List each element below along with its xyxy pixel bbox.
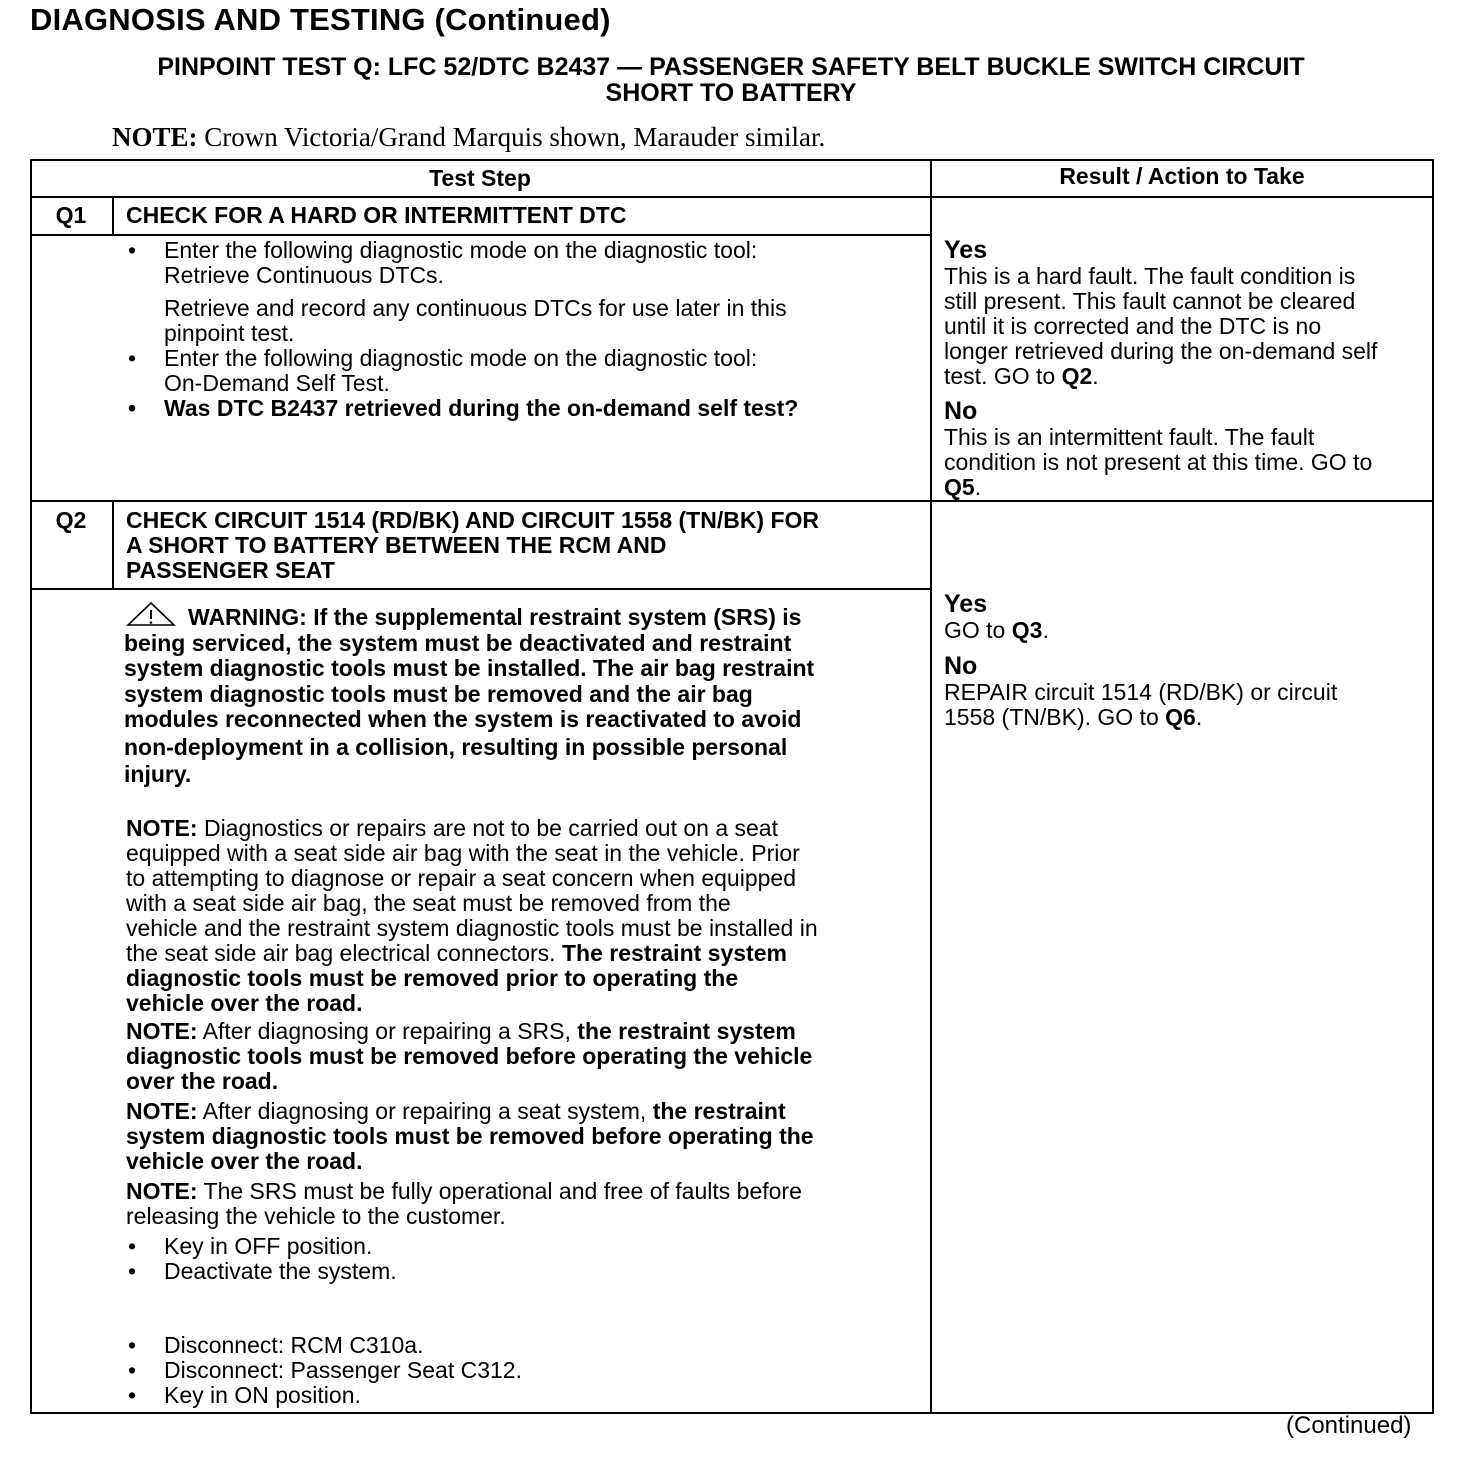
q2-warning-line1 (124, 601, 924, 631)
q2-warning-line3: system diagnostic tools must be installed. The air bag restraint (124, 655, 815, 681)
q2-note1-line8: vehicle over the road. (126, 990, 363, 1016)
pinpoint-title-line2: SHORT TO BATTERY (605, 79, 857, 107)
q1-no-line1: This is an intermittent fault. The fault (944, 424, 1315, 450)
q2-bullet-1: • Key in OFF position. (126, 1234, 926, 1259)
q2-step-title (126, 508, 926, 583)
q1-no-line2: condition is not present at this time. GO to (944, 449, 1373, 475)
q2-note1-label: NOTE: (126, 815, 198, 841)
q2-note1-line5: vehicle and the restraint system diagnostic tools must be installed in (126, 915, 818, 941)
q2-note2-line1-text: After diagnosing or repairing a SRS, (197, 1018, 578, 1044)
q2-note2-line1-bold: the restraint system (577, 1018, 796, 1044)
q1-yes-line5-text: test. GO to (944, 363, 1062, 389)
q2-bullet-4: • Disconnect: Passenger Seat C312. (126, 1358, 926, 1383)
q2-no-line2-text: 1558 (TN/BK). GO to (944, 704, 1166, 730)
q2-steps-b (126, 1333, 926, 1408)
q2-warning-line1-text: WARNING: If the supplemental restraint system (SRS) is (188, 604, 802, 630)
column-divider (930, 159, 932, 1414)
intro-note-text: Crown Victoria/Grand Marquis shown, Marauder similar. (197, 122, 826, 152)
q2-note-1 (126, 816, 926, 1016)
q2-note4-line1 (126, 1179, 926, 1204)
pinpoint-test-title (30, 54, 1432, 106)
q2-note1-line1 (126, 816, 926, 841)
q2-note1-line1-text: Diagnostics or repairs are not to be carried out on a seat (197, 815, 778, 841)
q2-note3-line1-bold: the restraint (652, 1098, 786, 1124)
q1-sub-paragraph (126, 296, 926, 346)
q2-note2-label: NOTE: (126, 1018, 198, 1044)
q1-instructions (126, 238, 926, 421)
q1-yes-line5 (944, 364, 1430, 389)
q1-no-label: No (944, 397, 978, 425)
q1-yes-period: . (1092, 363, 1099, 389)
q2-note1-line4: with a seat side air bag, the seat must be removed from the (126, 890, 731, 916)
q2-no-label: No (944, 652, 978, 680)
q1-q2-separator (30, 500, 1432, 502)
q1-sub-line1: Retrieve and record any continuous DTCs for use later in this (164, 295, 787, 321)
q1-no-period: . (974, 474, 982, 500)
q1-yes-line3: until it is corrected and the DTC is no (944, 313, 1322, 339)
q1-results (944, 236, 1430, 500)
q2-note2-line2: diagnostic tools must be removed before operating the vehicle (126, 1043, 813, 1069)
q2-note3-line1-text: After diagnosing or repairing a seat system, (197, 1098, 653, 1124)
q2-note2-line3: over the road. (126, 1068, 279, 1094)
q2-yes-period: . (1042, 617, 1049, 643)
q1-step-id: Q1 (55, 202, 87, 228)
q2-note-4 (126, 1179, 926, 1229)
q1-b2-line2: On-Demand Self Test. (164, 370, 390, 396)
q2-title-rule-bottom (30, 588, 930, 590)
q1-bullet-3: • Was DTC B2437 retrieved during the on-demand self test? (126, 396, 926, 421)
q1-no-goto: Q5 (944, 474, 975, 500)
q2-warning-line2: being serviced, the system must be deactivated and restraint (124, 629, 792, 656)
q2-results (944, 590, 1430, 730)
q1-step-title: CHECK FOR A HARD OR INTERMITTENT DTC (126, 202, 627, 228)
q2-warning-line7: injury. (124, 761, 192, 787)
q2-title-line1: CHECK CIRCUIT 1514 (RD/BK) AND CIRCUIT 1558 (TN/BK) FOR (126, 507, 820, 533)
q2-note1-line7: diagnostic tools must be removed prior to operating the (126, 965, 739, 991)
q1-yes-text (944, 264, 1430, 389)
q2-yes-text-plain: GO to (944, 617, 1012, 643)
q2-no-line1: REPAIR circuit 1514 (RD/BK) or circuit (944, 679, 1338, 705)
q2-note1-line6-text: the seat side air bag electrical connectors. (126, 940, 562, 966)
q1-yes-line2: still present. This fault cannot be cleared (944, 288, 1356, 314)
column-header-result: Result / Action to Take (1059, 163, 1305, 189)
q1-yes-line1: This is a hard fault. The fault condition is (944, 263, 1356, 289)
column-header-test-step: Test Step (429, 165, 531, 191)
warning-triangle-icon (124, 601, 178, 627)
q2-note3-line2: system diagnostic tools must be removed before operating the (126, 1123, 814, 1149)
intro-note-label: NOTE: (112, 122, 198, 152)
q2-note2-line1 (126, 1019, 926, 1044)
q2-warning-line5: modules reconnected when the system is reactivated to avoid (124, 706, 802, 732)
q2-note4-label: NOTE: (126, 1178, 198, 1204)
q2-id-divider (112, 500, 114, 588)
q2-note4-line2: releasing the vehicle to the customer. (126, 1203, 506, 1229)
q1-yes-goto: Q2 (1061, 363, 1093, 389)
q2-steps-a (126, 1234, 926, 1284)
q2-bullet-3: • Disconnect: RCM C310a. (126, 1333, 926, 1358)
q1-title-rule-bottom (30, 234, 930, 236)
q1-bullet-2 (126, 346, 926, 396)
intro-note (112, 122, 825, 153)
q2-note-2 (126, 1019, 926, 1094)
page-header: DIAGNOSIS AND TESTING (Continued) (30, 2, 611, 37)
q2-no-line2 (944, 705, 1430, 730)
q1-yes-line4: longer retrieved during the on-demand self (944, 338, 1378, 364)
pinpoint-title-line1: PINPOINT TEST Q: LFC 52/DTC B2437 — PASSENGER SAFETY BELT BUCKLE SWITCH CIRCUIT (157, 53, 1305, 81)
q2-note1-line3: to attempting to diagnose or repair a seat concern when equipped (126, 865, 796, 891)
q1-b2-line1: • Enter the following diagnostic mode on the diagnostic tool: (164, 345, 758, 371)
q2-note3-line3: vehicle over the road. (126, 1148, 363, 1174)
q1-bullet-1 (126, 238, 926, 288)
q2-warning-line4: system diagnostic tools must be removed and the air bag (124, 680, 753, 707)
q2-title-line3: PASSENGER SEAT (126, 557, 335, 583)
q1-no-line3 (944, 475, 1430, 500)
q1-id-divider (112, 196, 114, 234)
q1-title-rule-top (30, 196, 930, 198)
continued-footer: (Continued) (1286, 1412, 1412, 1439)
q2-yes-label: Yes (944, 590, 988, 618)
q2-note-3 (126, 1099, 926, 1174)
q2-note3-line1 (126, 1099, 926, 1124)
q2-yes-goto: Q3 (1011, 617, 1043, 643)
q2-no-text (944, 680, 1430, 730)
q2-note4-line1-text: The SRS must be fully operational and free of faults before (197, 1178, 802, 1204)
q2-note1-line2: equipped with a seat side air bag with the seat in the vehicle. Prior (126, 840, 800, 866)
q2-warning-line6: non-deployment in a collision, resulting in possible personal (124, 733, 788, 760)
q1-b1-line1: • Enter the following diagnostic mode on the diagnostic tool: (164, 237, 758, 263)
q1-sub-line2: pinpoint test. (164, 320, 295, 346)
q2-title-line2: A SHORT TO BATTERY BETWEEN THE RCM AND (126, 532, 667, 558)
q2-step-id: Q2 (55, 507, 87, 533)
q1-no-text (944, 425, 1430, 500)
q2-no-period: . (1195, 704, 1203, 730)
q1-b1-line2: Retrieve Continuous DTCs. (164, 262, 444, 288)
q2-note3-label: NOTE: (126, 1098, 198, 1124)
q2-bullet-2: • Deactivate the system. (126, 1259, 926, 1284)
q2-note1-line6-bold: The restraint system (561, 940, 787, 966)
q2-bullet-5: • Key in ON position. (126, 1383, 926, 1408)
q2-note1-line6 (126, 941, 926, 966)
q2-warning (124, 601, 924, 788)
q2-no-goto: Q6 (1165, 704, 1196, 730)
q2-yes-text (944, 618, 1430, 643)
q1-yes-label: Yes (944, 236, 988, 264)
